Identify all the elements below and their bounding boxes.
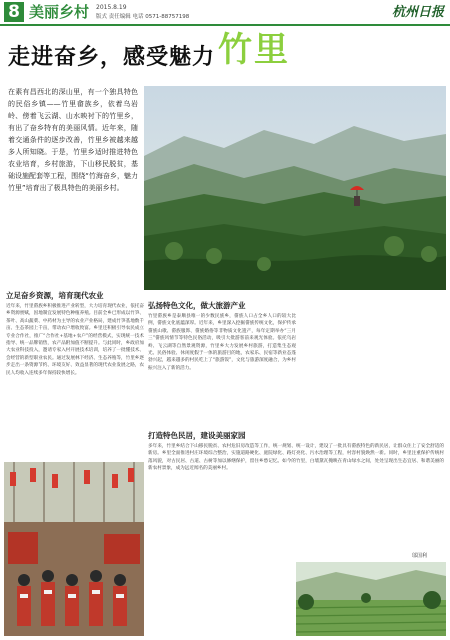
section-body-modern-agriculture: 近年来，竹里畲族乡积极推进产业转型，大力培育现代农业，依托奋乡资源禀赋，因地制宜发展特色种植养殖。目前全乡已形成以竹笋、茶叶、高山蔬菜、中药材为主导的农业产业格局，建成竹笋基地数千亩、生态茶园上千亩，带动农户增收致富。乡里还积极引导农民成立专业合作社，推广“合作社+基地+农户”的经营模式，实现统一技术指导、统一品牌销售，农产品附加值不断提升。与此同时，乡政府加大农业科技投入，邀请专家入村开展技术培训，培养了一批懂技术、会经营的新型职业农民。通过发展林下经济、生态养殖等，竹里乡逐步走出一条资源节约、环境友好、效益显著的现代农业发展之路，农民人均收入连续多年保持较快增长。 (6, 304, 144, 376)
newspaper-logo: 杭州日报 (391, 5, 444, 20)
page-masthead (0, 0, 450, 26)
mountain-landscape-image (144, 86, 446, 290)
section-heading-dwellings: 打造特色民居，建设美丽家园 (148, 431, 246, 440)
page-number: 8 (4, 2, 24, 22)
article-lead: 在素有昌西北的深山里，有一个独具特色的民俗乡镇——竹里畲族乡，依着乌岩岭、傍着飞云湖、山水映衬下的竹里乡，有出了奋乡特有的美丽风情。近年来，随着交通条件的逐步改善，竹里乡被越来越多人所知晓。于是，竹里乡适时推进特色农业培育，乡村旅游，下山移民脱贫，基础设施配套等工程，围绕“竹海奋乡，魅力竹里”培育出了极具特色的美丽乡村。 (8, 88, 138, 192)
hero-landscape-photo (144, 86, 446, 290)
headline-decorative-title: 竹里 (218, 30, 290, 70)
section-heading-modern-agriculture: 立足奋乡资源，培育现代农业 (6, 291, 104, 300)
section-body-tourism: 竹里畲族乡是泰顺县唯一的少数民族乡，畲族人口占全乡人口的较大比例，畲族文化底蕴深厚。近年来，乡里深入挖掘畲族传统文化，保护传承畲族山歌、畲族服饰、畲族婚俗等非物质文化遗产，每年定期举办“三月三”畲族风情节等特色民俗活动，吸引大批游客前来观光体验。依托乌岩岭、飞云湖等自然景观资源，竹里乡大力发展乡村旅游，打造集生态观光、民俗体验、休闲度假于一体的旅游目的地，农家乐、民宿等新业态蓬勃兴起，越来越多的村民吃上了“旅游饭”，文化与旅游深度融合，为乡村振兴注入了新的活力。 (148, 314, 296, 371)
section-body-dwellings: 多年来，竹里乡结合下山移民脱贫、农村危旧房改造等工作，统一规划、统一设计，建设了一批具有畲族特色的新民居，让群众住上了安全舒适的新房。乡里全面推进村庄环境综合整治，实施道路硬化、庭院绿化、路灯亮化、污水治理等工程，村容村貌焕然一新。同时，乡里注重保护传统村落风貌，对古民居、古道、古树等加以修缮保护，留住乡愁记忆。如今的竹里，白墙黛瓦掩映在青山绿水之间，处处呈现出生态宜居、和谐美丽的新农村景象，成为远近闻名的美丽乡村。 (148, 444, 444, 472)
festival-performance-image (4, 462, 144, 636)
editor-contact: 版式 责任编辑 电话 0571-88757198 (96, 14, 190, 20)
green-fields-image (296, 562, 446, 636)
she-festival-photo (4, 462, 144, 636)
issue-date: 2015.8.19 (96, 4, 127, 11)
article-author: 邬国利 (412, 553, 428, 559)
article-headline: 走进奋乡，感受魅力 (8, 45, 216, 70)
section-heading-tourism: 弘扬特色文化，做大旅游产业 (148, 301, 246, 310)
farmland-photo (296, 562, 446, 636)
section-title: 美丽乡村 (29, 3, 90, 21)
